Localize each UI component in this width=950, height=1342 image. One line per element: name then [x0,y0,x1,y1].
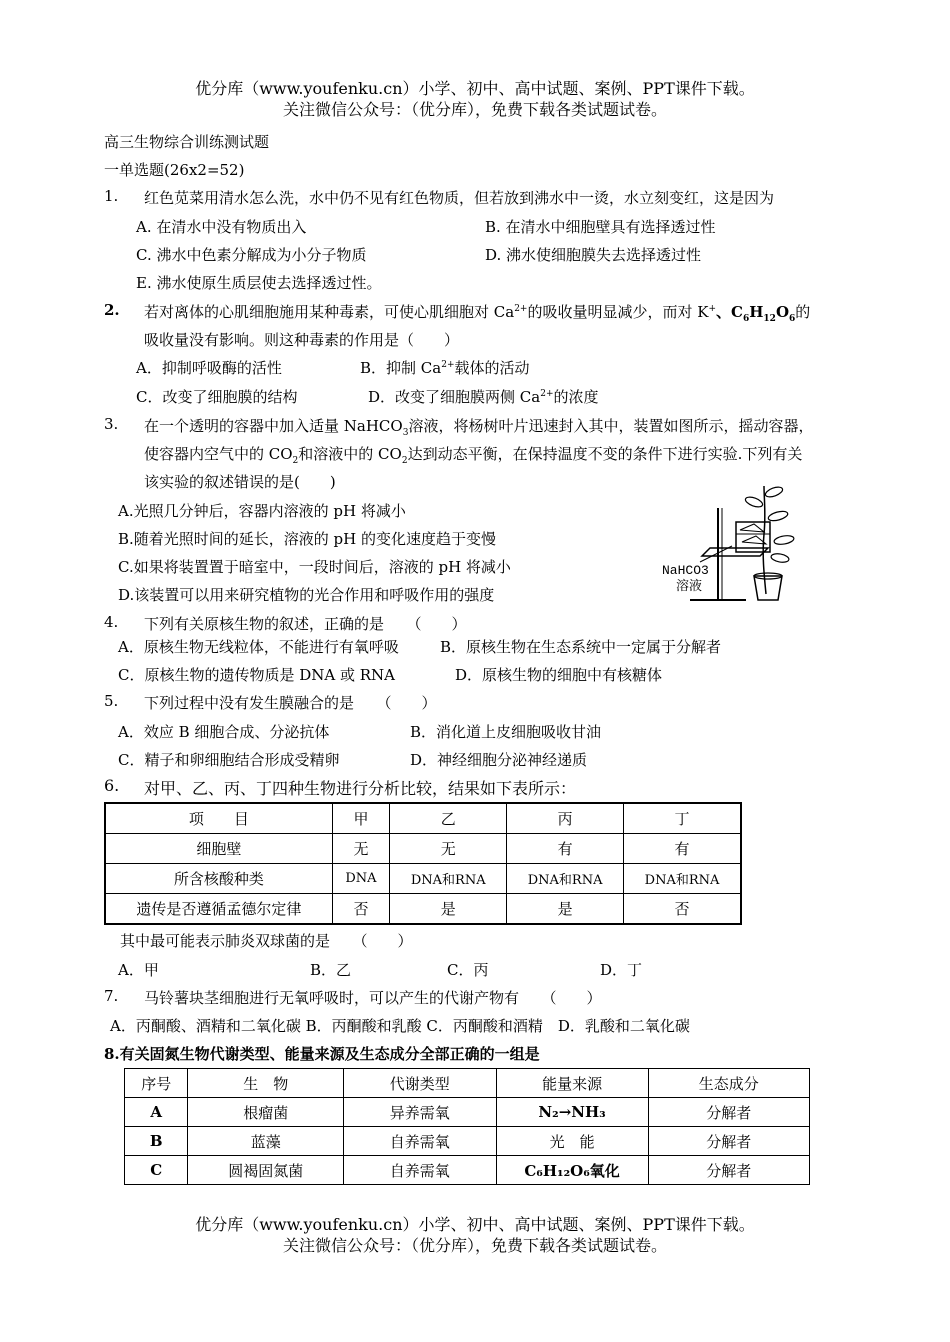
q3-subscript: 2 [401,456,408,466]
q6-stem: 对甲、乙、丙、丁四种生物进行分析比较，结果如下表所示： [144,779,577,798]
table-cell: 细胞壁 [105,834,332,864]
q8-stem: 8.有关固氮生物代谢类型、能量来源及生态成分全部正确的一组是 [104,1045,540,1063]
table-cell: C [125,1156,188,1185]
q2-number: 2. [104,301,120,319]
q2-option-d-text: D．改变了细胞膜两侧 Ca [368,388,541,406]
table-cell: 圆褐固氮菌 [188,1156,344,1185]
table-cell: DNA和RNA [624,864,741,894]
q2-stem-line-2: 吸收量没有影响。则这种毒素的作用是（ ） [144,331,460,349]
q6-number: 6. [104,776,120,795]
table-cell: 根瘤菌 [188,1098,344,1127]
q4-option-d: D．原核生物的细胞中有核糖体 [455,666,663,684]
q5-option-d: D．神经细胞分泌神经递质 [410,751,588,769]
table-cell: 否 [332,894,390,925]
table-row [125,1069,810,1098]
q2-option-d-charge: 2+ [540,389,554,399]
table-row [105,834,741,864]
q2-stem-text: 的吸收量明显减少，而对 K [527,303,709,321]
q2-option-b-charge: 2+ [441,360,455,370]
q2-subscript: 6 [789,314,796,324]
header-line-2: 关注微信公众号：（优分库），免费下载各类试题试卷。 [282,100,667,119]
q6-option-a: A．甲 [118,961,159,979]
q4-option-c: C．原核生物的遗传物质是 DNA 或 RNA [118,666,396,684]
q3-text: 在一个透明的容器中加入适量 NaHCO [144,417,403,435]
table-cell: 是 [390,894,507,925]
header-line-1: 优分库（www.youfenku.cn）小学、初中、高中试题、案例、PPT课件下载。 [195,79,755,98]
q3-text: 和溶液中的 CO [298,445,402,463]
table-cell: 有 [507,834,624,864]
q2-option-b-text: 载体的活动 [454,359,530,377]
table-cell: 分解者 [648,1098,809,1127]
q5-option-c: C．精子和卵细胞结合形成受精卵 [118,751,340,769]
table-cell: 自养需氧 [344,1156,496,1185]
q4-stem: 下列有关原核生物的叙述，正确的是 （ ） [144,615,467,633]
q5-option-b: B．消化道上皮细胞吸收甘油 [410,723,602,741]
table-cell: 光 能 [496,1127,648,1156]
q2-subscript: 12 [763,314,776,324]
table-cell: 自养需氧 [344,1127,496,1156]
q1-option-a: A. 在清水中没有物质出入 [136,218,307,236]
q3-option-a: A.光照几分钟后，容器内溶液的 pH 将减小 [118,502,406,520]
table-row [125,1098,810,1127]
q5-number: 5. [104,692,119,710]
q2-option-b [360,357,530,378]
table-header-cell: 序号 [125,1069,188,1098]
q3-text: 使容器内空气中的 CO [144,445,293,463]
q2-option-b-text: B．抑制 Ca [360,359,442,377]
apparatus-figure [660,484,810,606]
q2-stem-text: 、C [716,303,743,321]
q6-followup: 其中最可能表示肺炎双球菌的是 （ ） [120,932,413,950]
q1-option-b: B. 在清水中细胞壁具有选择透过性 [485,218,716,236]
table-header-cell: 代谢类型 [344,1069,496,1098]
q7-options: A．丙酮酸、酒精和二氧化碳 B．丙酮酸和乳酸 C．丙酮酸和酒精 D．乳酸和二氧化碳 [110,1017,690,1035]
q7-number: 7. [104,987,119,1005]
table-cell: 有 [624,834,741,864]
table-header-cell: 能量来源 [496,1069,648,1098]
q2-option-a: A．抑制呼吸酶的活性 [136,359,282,377]
q6-comparison-table [104,802,742,925]
q8-table [124,1068,810,1185]
q6-option-c: C．丙 [447,961,489,979]
q7-stem: 马铃薯块茎细胞进行无氧呼吸时，可以产生的代谢产物有 （ ） [144,989,602,1007]
footer-line-2: 关注微信公众号：（优分库），免费下载各类试题试卷。 [282,1236,667,1255]
table-cell: 异养需氧 [344,1098,496,1127]
q5-option-a: A．效应 B 细胞合成、分泌抗体 [118,723,330,741]
table-cell: 蓝藻 [188,1127,344,1156]
q1-stem: 红色苋菜用清水怎么洗，水中仍不见有红色物质，但若放到沸水中一烫，水立刻变红，这是因为 [144,189,775,207]
table-cell: 遗传是否遵循孟德尔定律 [105,894,332,925]
q2-stem-text: H [749,303,764,321]
table-cell: 分解者 [648,1127,809,1156]
exam-title: 高三生物综合训练测试题 [104,133,270,151]
table-cell: C₆H₁₂O₆氧化 [496,1156,648,1185]
q4-option-a: A．原核生物无线粒体，不能进行有氧呼吸 [118,638,399,656]
q2-stem-line-1 [144,301,810,324]
q5-stem: 下列过程中没有发生膜融合的是 （ ） [144,694,437,712]
figure-label-nahco3: NaHCO3 [662,563,709,578]
table-row [125,1127,810,1156]
q2-stem-text: 若对离体的心肌细胞施用某种毒素，可使心肌细胞对 Ca [144,303,515,321]
table-header-cell: 甲 [332,803,390,834]
q3-option-c: C.如果将装置置于暗室中，一段时间后，溶液的 pH 将减小 [118,558,511,576]
table-cell: DNA和RNA [507,864,624,894]
table-header-cell: 生态成分 [648,1069,809,1098]
apparatus-drawing [660,484,810,606]
table-row [125,1156,810,1185]
section-heading: 一单选题(26x2=52) [104,161,245,179]
table-cell: 无 [390,834,507,864]
q4-number: 4. [104,613,119,631]
q3-stem-line-1 [144,415,813,438]
table-cell: DNA和RNA [390,864,507,894]
q3-text: 溶液，将杨树叶片迅速封入其中，装置如图所示，摇动容器， [408,417,814,435]
table-row [105,894,741,925]
q2-k-charge: + [708,304,717,314]
q6-option-d: D．丁 [600,961,643,979]
table-cell: 无 [332,834,390,864]
q3-stem-line-3: 该实验的叙述错误的是( ) [144,473,336,491]
q2-option-d-text: 的浓度 [553,388,599,406]
q1-option-d: D. 沸水使细胞膜失去选择透过性 [485,246,702,264]
figure-label-solution: 溶液 [676,579,703,594]
q3-subscript: 2 [292,456,299,466]
q2-subscript: 6 [742,314,750,324]
table-cell: 分解者 [648,1156,809,1185]
table-header-cell: 生 物 [188,1069,344,1098]
q2-stem-text: 的 [795,303,811,321]
q2-ca-charge: 2+ [514,304,528,314]
q3-option-b: B.随着光照时间的延长，溶液的 pH 的变化速度趋于变慢 [118,530,497,548]
table-cell: 是 [507,894,624,925]
table-header-cell: 项 目 [105,803,332,834]
q3-subscript: 3 [402,428,409,438]
table-cell: 否 [624,894,741,925]
footer-line-1: 优分库（www.youfenku.cn）小学、初中、高中试题、案例、PPT课件下载。 [195,1215,755,1234]
table-row [105,803,741,834]
q1-number: 1. [104,187,119,205]
q1-option-e: E. 沸水使原生质层使去选择透过性。 [136,274,382,292]
table-cell: B [125,1127,188,1156]
q1-option-c: C. 沸水中色素分解成为小分子物质 [136,246,367,264]
table-cell: N₂→NH₃ [496,1098,648,1127]
q3-option-d: D.该装置可以用来研究植物的光合作用和呼吸作用的强度 [118,586,495,604]
q3-number: 3. [104,415,119,433]
q3-text: 达到动态平衡，在保持温度不变的条件下进行实验.下列有关 [407,445,803,463]
table-header-cell: 丁 [624,803,741,834]
table-header-cell: 乙 [390,803,507,834]
table-row [105,864,741,894]
q4-option-b: B．原核生物在生态系统中一定属于分解者 [440,638,722,656]
q2-option-d [368,386,599,407]
table-cell: A [125,1098,188,1127]
q3-stem-line-2 [144,443,802,466]
table-header-cell: 丙 [507,803,624,834]
table-cell: 所含核酸种类 [105,864,332,894]
q2-option-c: C．改变了细胞膜的结构 [136,388,298,406]
q2-stem-text: O [775,303,790,321]
table-cell: DNA [332,864,390,894]
q6-option-b: B．乙 [310,961,352,979]
